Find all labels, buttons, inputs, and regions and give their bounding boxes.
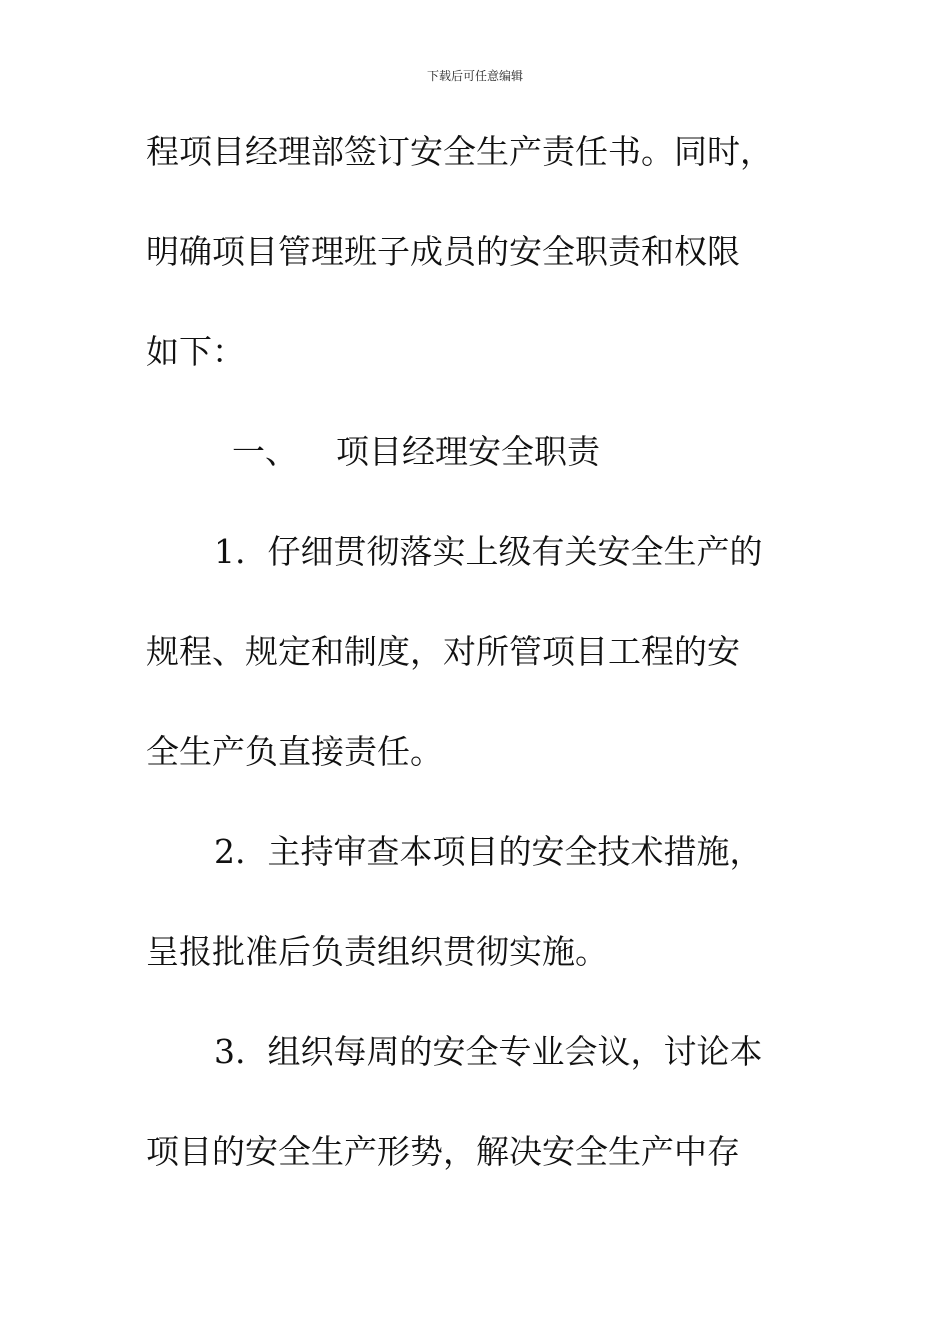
item-1-number: 1. <box>214 532 246 571</box>
item-3-number: 3. <box>214 1032 246 1071</box>
item-2-text: 主持审查本项目的安全技术措施， <box>267 832 763 871</box>
page-header: 下载后可任意编辑 <box>426 69 523 83</box>
item-2-first-line <box>214 832 763 872</box>
section-heading <box>232 432 600 472</box>
item-3-first-line <box>214 1032 763 1072</box>
item-3-text: 组织每周的安全专业会议，讨论本 <box>267 1032 763 1071</box>
item-2-number: 2. <box>214 832 246 871</box>
item-1-line-3: 全生产负直接责任。 <box>146 732 443 771</box>
body-line-1: 程项目经理部签订安全生产责任书。同时， <box>146 132 773 171</box>
body-line-3: 如下： <box>146 332 245 371</box>
item-1-line-2: 规程、规定和制度，对所管项目工程的安 <box>146 632 740 671</box>
item-2-line-2: 呈报批准后负责组织贯彻实施。 <box>146 932 608 971</box>
body-line-2: 明确项目管理班子成员的安全职责和权限 <box>146 232 740 271</box>
item-3-line-2: 项目的安全生产形势，解决安全生产中存 <box>146 1132 740 1171</box>
section-number: 一、 <box>232 432 298 471</box>
item-1-first-line <box>214 532 763 572</box>
section-title: 项目经理安全职责 <box>336 432 600 471</box>
item-1-text: 仔细贯彻落实上级有关安全生产的 <box>267 532 763 571</box>
